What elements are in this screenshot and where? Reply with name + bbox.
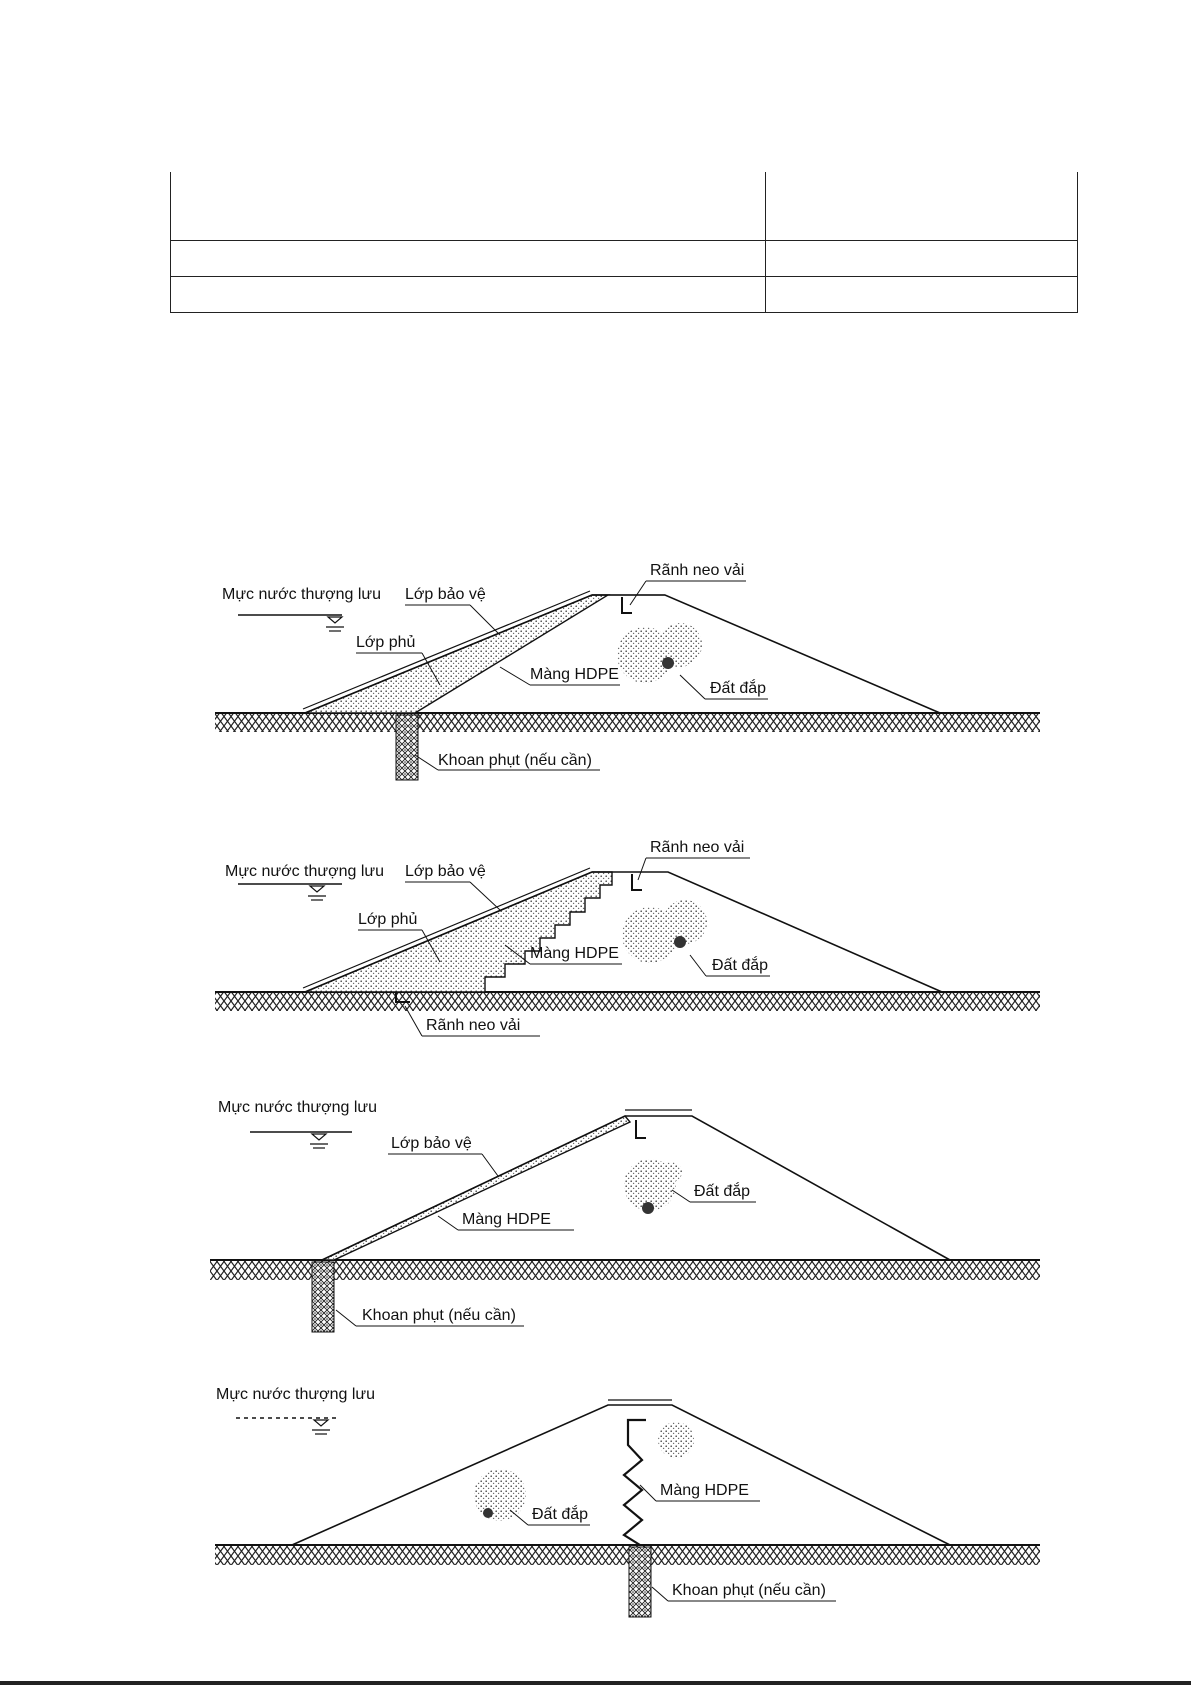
label-water-level: Mực nước thượng lưu	[225, 863, 384, 880]
ground-hatch	[215, 713, 1040, 732]
fill-soil-texture	[622, 900, 707, 963]
dam-section-2	[0, 830, 1191, 1040]
label-water-level: Mực nước thượng lưu	[216, 1386, 375, 1403]
hdpe-membrane-core	[624, 1420, 646, 1545]
label-grouting: Khoan phụt (nếu cần)	[438, 752, 592, 769]
label-anchor-trench: Rãnh neo vải	[650, 839, 745, 856]
fill-soil-texture	[624, 1159, 682, 1214]
label-protection: Lớp bảo vệ	[391, 1135, 472, 1152]
label-membrane: Màng HDPE	[660, 1482, 749, 1499]
label-protection: Lớp bảo vệ	[405, 586, 486, 603]
table-row	[171, 277, 1078, 313]
label-membrane: Màng HDPE	[462, 1211, 551, 1228]
table-cell	[171, 241, 766, 277]
page-bottom-rule	[0, 1681, 1191, 1685]
anchor-trench-icon	[636, 1120, 646, 1138]
label-membrane: Màng HDPE	[530, 666, 619, 683]
dam-section-1	[0, 555, 1191, 795]
table-row	[171, 172, 1078, 241]
water-level-symbol-icon	[238, 884, 342, 900]
top-table	[170, 172, 1078, 313]
label-grouting: Khoan phụt (nếu cần)	[362, 1307, 516, 1324]
label-membrane: Màng HDPE	[530, 945, 619, 962]
label-fill-soil: Đất đắp	[694, 1183, 751, 1200]
ground-hatch	[215, 992, 1040, 1011]
water-level-symbol-icon	[250, 1132, 352, 1148]
dam-embankment	[292, 1405, 950, 1545]
water-level-symbol-icon	[236, 1418, 340, 1434]
table-cell	[766, 277, 1078, 313]
water-level-symbol-icon	[238, 615, 344, 631]
label-water-level: Mực nước thượng lưu	[218, 1100, 377, 1116]
grout-column	[629, 1547, 651, 1617]
table-cell	[171, 172, 766, 241]
dam-section-3	[0, 1100, 1191, 1340]
label-fill-soil: Đất đắp	[532, 1506, 589, 1523]
label-fill-soil: Đất đắp	[710, 680, 767, 697]
table-cell	[766, 241, 1078, 277]
label-protection: Lớp bảo vệ	[405, 863, 486, 880]
table-cell	[171, 277, 766, 313]
grout-column	[396, 715, 418, 780]
dam-section-4	[0, 1385, 1191, 1625]
ground-hatch	[215, 1545, 1040, 1565]
label-water-level: Mực nước thượng lưu	[222, 586, 381, 603]
label-grouting: Khoan phụt (nếu cần)	[672, 1582, 826, 1599]
table-row	[171, 241, 1078, 277]
label-cover: Lớp phủ	[356, 634, 416, 651]
cover-layer	[305, 872, 612, 992]
fill-soil-texture	[617, 623, 702, 683]
label-cover: Lớp phủ	[358, 911, 418, 928]
label-anchor-trench: Rãnh neo vải	[650, 562, 745, 579]
cover-layer	[305, 595, 608, 713]
grout-column	[312, 1262, 334, 1332]
label-fill-soil: Đất đắp	[712, 957, 769, 974]
table-cell	[766, 172, 1078, 241]
anchor-trench-icon	[632, 874, 642, 890]
label-anchor-trench-bottom: Rãnh neo vải	[426, 1017, 521, 1034]
